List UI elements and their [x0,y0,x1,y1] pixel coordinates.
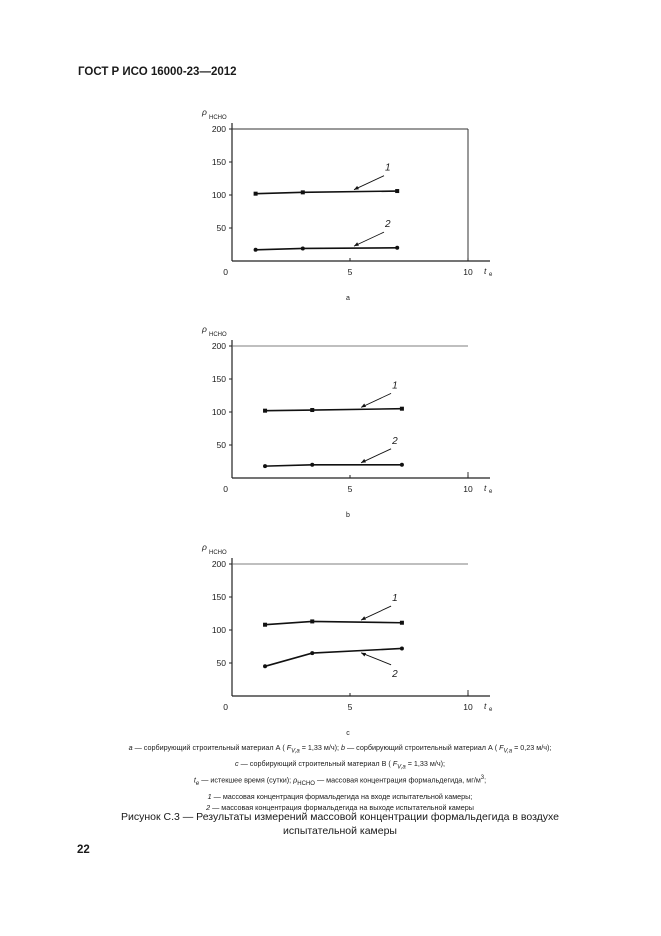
caption-line-2: испытательной камеры [283,825,397,837]
panel-c-series-2-point [400,646,404,650]
panel-a-series-1-label: 1 [385,162,391,174]
figure-legend [60,742,620,813]
panel-b-y-tick-label: 150 [211,374,226,384]
chart-a [0,95,661,305]
panel-a-x-tick-label: 0 [223,267,228,277]
panel-b-panel-label: b [346,512,350,519]
panel-a-y-tick-label: 150 [211,157,226,167]
panel-a-series-2-leader [354,232,384,246]
panel-b-series-1-point [400,407,404,411]
panel-b-y-tick-label: 100 [211,407,226,417]
panel-b-series-1-point [263,409,267,413]
panel-b-series-1-line [265,409,402,411]
panel-c-series-2-leader [361,653,391,665]
panel-a-series-1-point [254,192,258,196]
panel-c-y-tick-label: 100 [211,625,226,635]
panel-b-series-2-line [265,465,402,466]
panel-a-series-2-point [395,246,399,250]
panel-b-series-2-point [400,463,404,467]
panel-a-series-2-label: 2 [385,219,391,231]
panel-c-y-tick-label: 150 [211,592,226,602]
panel-c-series-2-label: 2 [392,668,398,680]
legend-line-c: c — сорбирующий строительный материал B ( $F_{V,a} = 1,33$ м/ч); [235,758,445,771]
panel-a-y-label-sub: HCHO [209,115,227,121]
panel-b-series-2-leader [361,449,391,463]
panel-c-y-label-sub: HCHO [209,550,227,556]
panel-c-x-tick-label: 10 [463,702,473,712]
caption-line-1: Рисунок С.3 — Результаты измерений массовой концентрации формальдегида в воздухе [120,811,560,823]
panel-c-series-1-point [400,621,404,625]
panel-a-series-1-leader [354,176,384,190]
panel-c-series-1-leader [361,606,391,620]
panel-b-y-label: ρ [202,324,207,334]
panel-b-x-tick-label: 10 [463,484,473,494]
figure-caption [80,810,600,838]
panel-b-series-2-point [263,464,267,468]
panel-b-series-2-label: 2 [392,435,398,447]
panel-a-y-label: ρ [202,107,207,117]
panel-a-series-2-line [256,248,398,250]
chart-c-svg [0,530,661,740]
panel-a-x-tick-label: 5 [347,267,353,277]
panel-b-y-tick-label: 200 [211,341,226,351]
panel-a-series-1-point [395,189,399,193]
panel-a-x-label: t [484,266,487,276]
panel-a-panel-label: a [346,295,350,302]
panel-a-series-1-line [256,191,398,194]
panel-b-series-1-leader [361,393,391,407]
panel-a-x-tick-label: 10 [463,267,473,277]
panel-a-series-2-point [301,246,305,250]
panel-b-x-tick-label: 5 [347,484,353,494]
panel-c-series-1-point [310,619,314,623]
chart-b [0,312,661,522]
panel-a-series-1-point [301,190,305,194]
panel-c-y-tick-label: 200 [211,559,226,569]
panel-c-series-2-point [263,664,267,668]
page-number: 22 [77,844,90,856]
panel-c-y-tick-label: 50 [216,658,226,668]
panel-b-y-label-sub: HCHO [209,332,227,338]
legend-line-t: $t_e$ — истекшее время (сутки); $\rho_{HCHO}$ — массовая концентрация формальдегида, $мг/м^3$; [193,775,487,788]
panel-c-panel-label: c [346,730,350,737]
panel-a-y-tick-label: 200 [211,124,226,134]
panel-b-x-label-sub: e [489,489,493,495]
panel-c-y-label: ρ [202,542,207,552]
panel-c-series-1-point [263,623,267,627]
panel-a-y-tick-label: 50 [216,223,226,233]
panel-c-series-2-point [310,651,314,655]
panel-b-series-2-point [310,463,314,467]
panel-a-series-2-point [254,248,258,252]
panel-c-x-label-sub: e [489,707,493,713]
panel-c-series-1-line [265,621,402,624]
panel-b-x-tick-label: 0 [223,484,228,494]
panel-b-x-label: t [484,483,487,493]
panel-c-series-1-label: 1 [392,593,398,605]
panel-b-series-1-point [310,408,314,412]
chart-c [0,530,661,740]
chart-b-svg [0,312,661,522]
panel-b-y-tick-label: 50 [216,440,226,450]
panel-c-x-label: t [484,701,487,711]
chart-a-svg [0,95,661,305]
document-header: ГОСТ Р ИСО 16000-23—2012 [78,66,237,78]
panel-c-x-tick-label: 0 [223,702,228,712]
panel-c-x-tick-label: 5 [347,702,353,712]
panel-c-series-2-line [265,648,402,666]
legend-line-2: 2 — массовая концентрация формальдегида на выходе испытательной камеры [206,802,474,812]
panel-a-x-label-sub: e [489,272,493,278]
legend-line-1: 1 — массовая концентрация формальдегида на входе испытательной камеры; [207,791,473,801]
panel-a-y-tick-label: 100 [211,190,226,200]
legend-line-ab: a — сорбирующий строительный материал А ( $F_{V,a} = 1,33$ м/ч); b — сорбирующий строительный материал А ( $F_{V,a} = 0,23$ м/ч); [128,743,552,755]
panel-b-series-1-label: 1 [392,380,398,392]
